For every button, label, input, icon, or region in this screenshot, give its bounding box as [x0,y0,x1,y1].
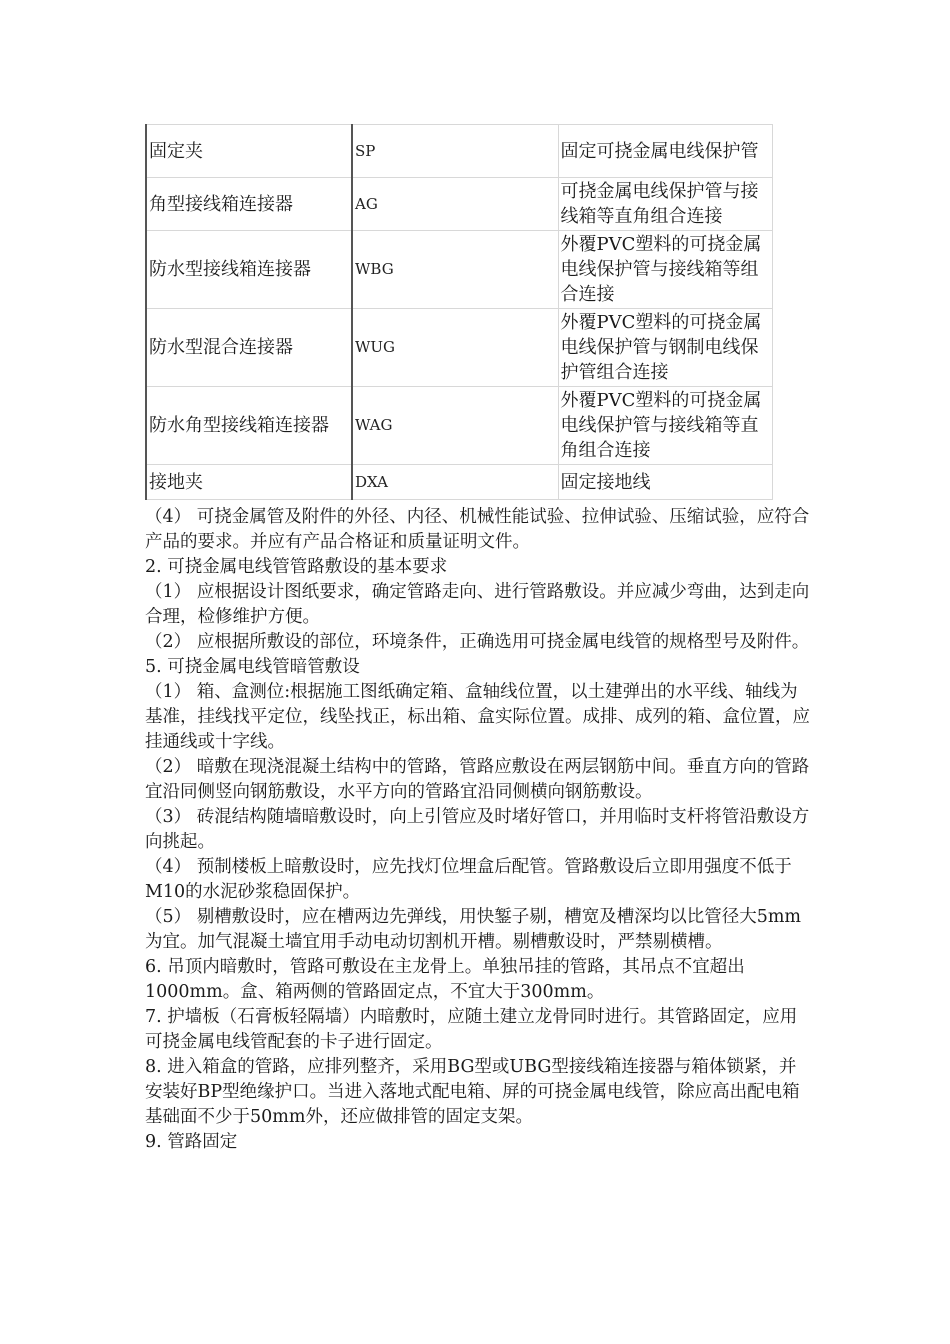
fitting-name: 固定夹 [146,125,352,178]
fitting-desc: 可挠金属电线保护管与接线箱等直角组合连接 [558,178,772,231]
paragraph: （1） 应根据设计图纸要求，确定管路走向、进行管路敷设。并应减少弯曲，达到走向合理，检修维护方便。 [145,582,810,627]
fitting-name: 接地夹 [146,465,352,500]
paragraph: （3） 砖混结构随墙暗敷设时，向上引管应及时堵好管口，并用临时支杆将管沿敷设方向挑起。 [145,807,810,852]
fitting-desc: 外覆PVC塑料的可挠金属电线保护管与接线箱等直角组合连接 [558,387,772,465]
paragraph: （4） 可挠金属管及附件的外径、内径、机械性能试验、拉伸试验、压缩试验，应符合产品的要求。并应有产品合格证和质量证明文件。 [145,507,810,552]
paragraph: （1） 箱、盒测位:根据施工图纸确定箱、盒轴线位置，以土建弹出的水平线、轴线为基准，挂线找平定位，线坠找正，标出箱、盒实际位置。成排、成列的箱、盒位置，应挂通线或十字线。 [145,682,810,752]
paragraph: 7. 护墙板（石膏板轻隔墙）内暗敷时，应随土建立龙骨同时进行。其管路固定，应用可挠金属电线管配套的卡子进行固定。 [145,1007,798,1052]
fitting-name: 角型接线箱连接器 [146,178,352,231]
paragraph: （2） 应根据所敷设的部位，环境条件，正确选用可挠金属电线管的规格型号及附件。 [145,632,810,652]
section-heading: 9. 管路固定 [145,1132,238,1152]
paragraph: （5） 剔槽敷设时，应在槽两边先弹线，用快錾子剔，槽宽及槽深均以比管径大5mm为宜。加气混凝土墙宜用手动电动切割机开槽。剔槽敷设时，严禁剔横槽。 [145,907,802,952]
table-row [146,465,772,500]
fitting-code: WUG [352,309,558,387]
fitting-code: AG [352,178,558,231]
fittings-table [145,124,773,500]
fitting-desc: 外覆PVC塑料的可挠金属电线保护管与接线箱等组合连接 [558,231,772,309]
fitting-desc: 固定可挠金属电线保护管 [558,125,772,178]
fitting-code: SP [352,125,558,178]
paragraph: （2） 暗敷在现浇混凝土结构中的管路，管路应敷设在两层钢筋中间。垂直方向的管路宜沿同侧竖向钢筋敷设，水平方向的管路宜沿同侧横向钢筋敷设。 [145,757,810,802]
paragraph: 6. 吊顶内暗敷时，管路可敷设在主龙骨上。单独吊挂的管路，其吊点不宜超出1000mm。盒、箱两侧的管路固定点，不宜大于300mm。 [145,957,745,1002]
table-row [146,231,772,309]
paragraph: （4） 预制楼板上暗敷设时，应先找灯位埋盒后配管。管路敷设后立即用强度不低于M10的水泥砂浆稳固保护。 [145,857,792,902]
table-row [146,309,772,387]
section-heading: 2. 可挠金属电线管管路敷设的基本要求 [145,557,448,577]
fitting-desc: 固定接地线 [558,465,772,500]
table-row [146,125,772,178]
fitting-code: WBG [352,231,558,309]
fitting-name: 防水角型接线箱连接器 [146,387,352,465]
fitting-code: WAG [352,387,558,465]
paragraph: 8. 进入箱盒的管路，应排列整齐，采用BG型或UBG型接线箱连接器与箱体锁紧，并安装好BP型绝缘护口。当进入落地式配电箱、屏的可挠金属电线管，除应高出配电箱基础面不少于50mm外，还应做排管的固定支架。 [145,1057,800,1127]
fitting-name: 防水型接线箱连接器 [146,231,352,309]
section-heading: 5. 可挠金属电线管暗管敷设 [145,657,360,677]
fitting-name: 防水型混合连接器 [146,309,352,387]
table-row [146,178,772,231]
table-row [146,387,772,465]
document-body [145,505,810,1155]
fitting-desc: 外覆PVC塑料的可挠金属电线保护管与钢制电线保护管组合连接 [558,309,772,387]
fitting-code: DXA [352,465,558,500]
